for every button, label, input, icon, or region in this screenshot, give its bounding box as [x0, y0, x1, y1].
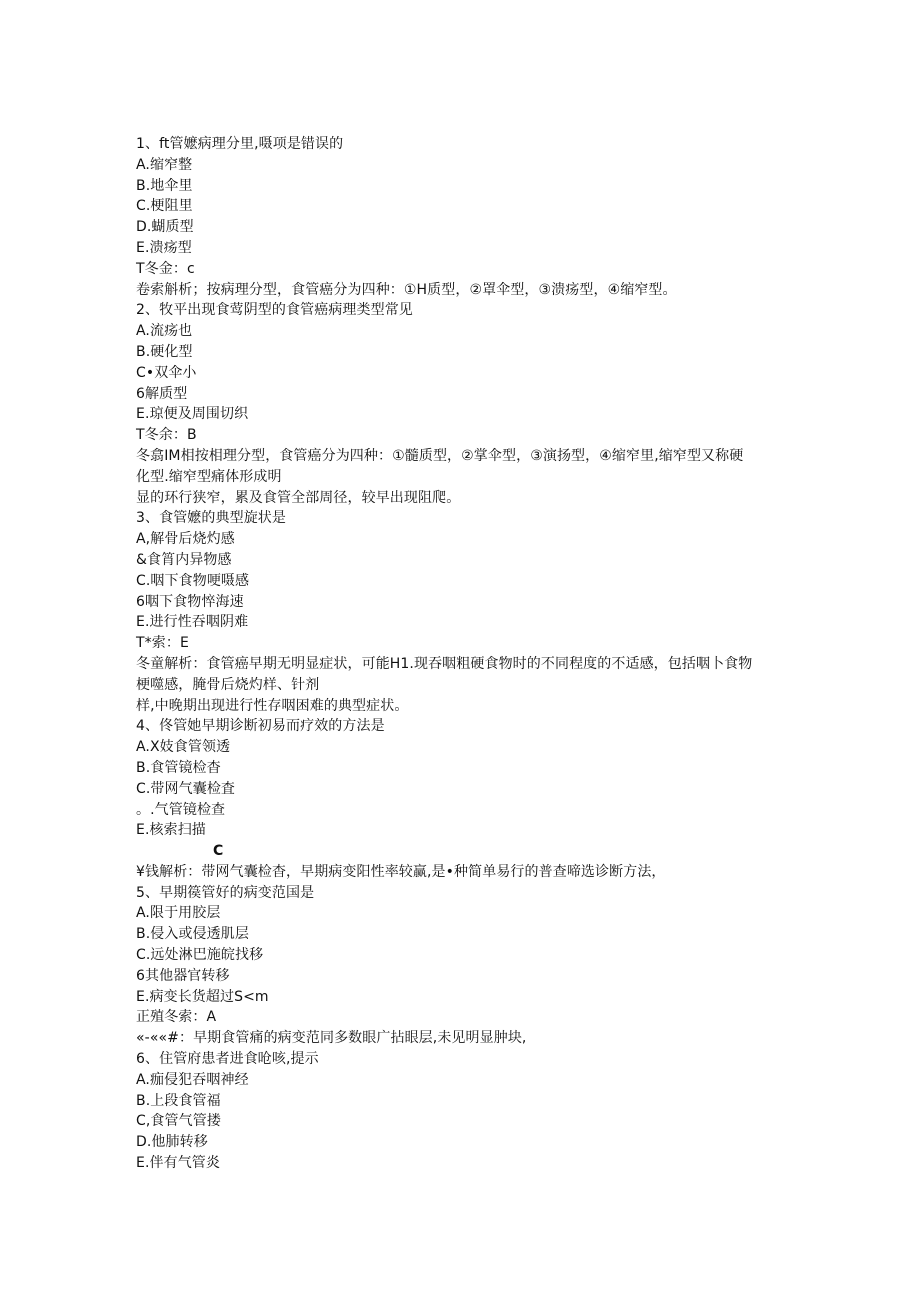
question-1-option-c: C.梗阻里 — [136, 198, 193, 215]
question-3-explanation-line-1: 冬童解析：食管癌早期无明显症状，可能H1.现吞咽粗硬食物时的不同程度的不适感，包括咽卜食物 — [136, 655, 753, 672]
question-2-option-e: E.琼便及周围切织 — [136, 406, 249, 423]
question-4-explanation: ¥钱解析：带网气囊检杳，早期病变阳性率较赢,是•种简单易行的普查啼选诊断方法， — [136, 863, 666, 880]
question-3-option-d: 6咽下食物悴海速 — [136, 593, 244, 610]
question-6-option-a: A.痂侵犯吞咽神经 — [136, 1071, 249, 1088]
question-1-option-d: D.蝴质型 — [136, 219, 194, 236]
question-6-option-e: E.伴有气管炎 — [136, 1155, 220, 1172]
question-3-stem: 3、食管嬷的典型旋状是 — [136, 510, 287, 527]
question-4-stem: 4、佟管她早期诊断初易而疗效的方法是 — [136, 718, 385, 735]
question-3-explanation-line-3: 样,中晚期出现进行性存咽困难的典型症状。 — [136, 697, 409, 714]
question-4-option-d: 。.气管镜检查 — [136, 801, 226, 818]
question-6-option-d: D.他肺转移 — [136, 1134, 208, 1151]
question-1-option-e: E.溃疡型 — [136, 239, 192, 256]
question-2-explanation-line-2: 化型.缩窄型痛体形成明 — [136, 468, 282, 485]
question-3-option-e: E.进行性吞咽阴难 — [136, 614, 249, 631]
question-5-option-b: B.侵入或侵透肌层 — [136, 926, 249, 943]
question-3-explanation-line-2: 梗噬感，腌骨后烧灼样、针剂 — [136, 676, 320, 693]
question-1-explanation: 卷索斛析；按病理分型，食管癌分为四种：①H质型，②罩伞型，③溃疡型，④缩窄型。 — [136, 281, 677, 298]
question-1-option-b: B.地伞里 — [136, 177, 193, 194]
question-3-answer: T*索：E — [136, 635, 189, 652]
question-6-option-c: C,食管气管搂 — [136, 1113, 221, 1130]
question-5-stem: 5、早期篌管好的病变范国是 — [136, 884, 315, 901]
question-4-answer: C — [213, 843, 224, 860]
question-4-option-a: A.X妓食管领透 — [136, 739, 231, 756]
question-2-option-a: A.流疡也 — [136, 323, 193, 340]
question-1-option-a: A.缩窄整 — [136, 156, 193, 173]
question-1-answer: T冬金：c — [136, 260, 195, 277]
question-2-explanation-line-1: 冬翕IM相按相理分型，食管癌分为四种：①髓质型，②掌伞型，③演扬型，④缩窄里,缩窄型又称硬 — [136, 447, 744, 464]
question-3-option-b: &食筲内异物感 — [136, 551, 232, 568]
question-5-option-e: E.病变长货超过S<m — [136, 988, 269, 1005]
question-3-option-c: C.咽下食物哽嗫感 — [136, 572, 250, 589]
question-4-option-c: C.带网气囊检査 — [136, 780, 236, 797]
question-2-stem: 2、牧平出现食莺阴型的食管癌病理类型常见 — [136, 302, 413, 319]
question-3-option-a: A,解骨后烧灼感 — [136, 531, 235, 548]
question-6-stem: 6、住管府患者进食呛咳,提示 — [136, 1051, 319, 1068]
question-2-option-d: 6解质型 — [136, 385, 188, 402]
question-5-option-a: A.限于用胶层 — [136, 905, 221, 922]
question-2-option-b: B.硬化型 — [136, 343, 193, 360]
question-5-option-d: 6其他器官转移 — [136, 967, 230, 984]
question-6-option-b: B.上段食管福 — [136, 1092, 221, 1109]
question-5-explanation: «-««#：早期食管痛的病变范同多数眼广拈眼层,未见明显肿块, — [136, 1030, 527, 1047]
document-body — [136, 134, 796, 1174]
question-5-answer: 正殖冬索：A — [136, 1009, 217, 1026]
question-2-explanation-line-3: 显的环行狭窄，累及食管全部周径，较早出现阻爬。 — [136, 489, 461, 506]
question-5-option-c: C.远处淋巴施皖找移 — [136, 947, 264, 964]
question-2-answer: T冬余：B — [136, 427, 197, 444]
question-4-option-e: E.核索扫描 — [136, 822, 206, 839]
question-2-option-c: C•双伞小 — [136, 364, 197, 381]
question-4-option-b: B.食管镜检杳 — [136, 759, 221, 776]
question-1-stem: 1、ft管嬷病理分里,嗫项是错误的 — [136, 136, 344, 152]
